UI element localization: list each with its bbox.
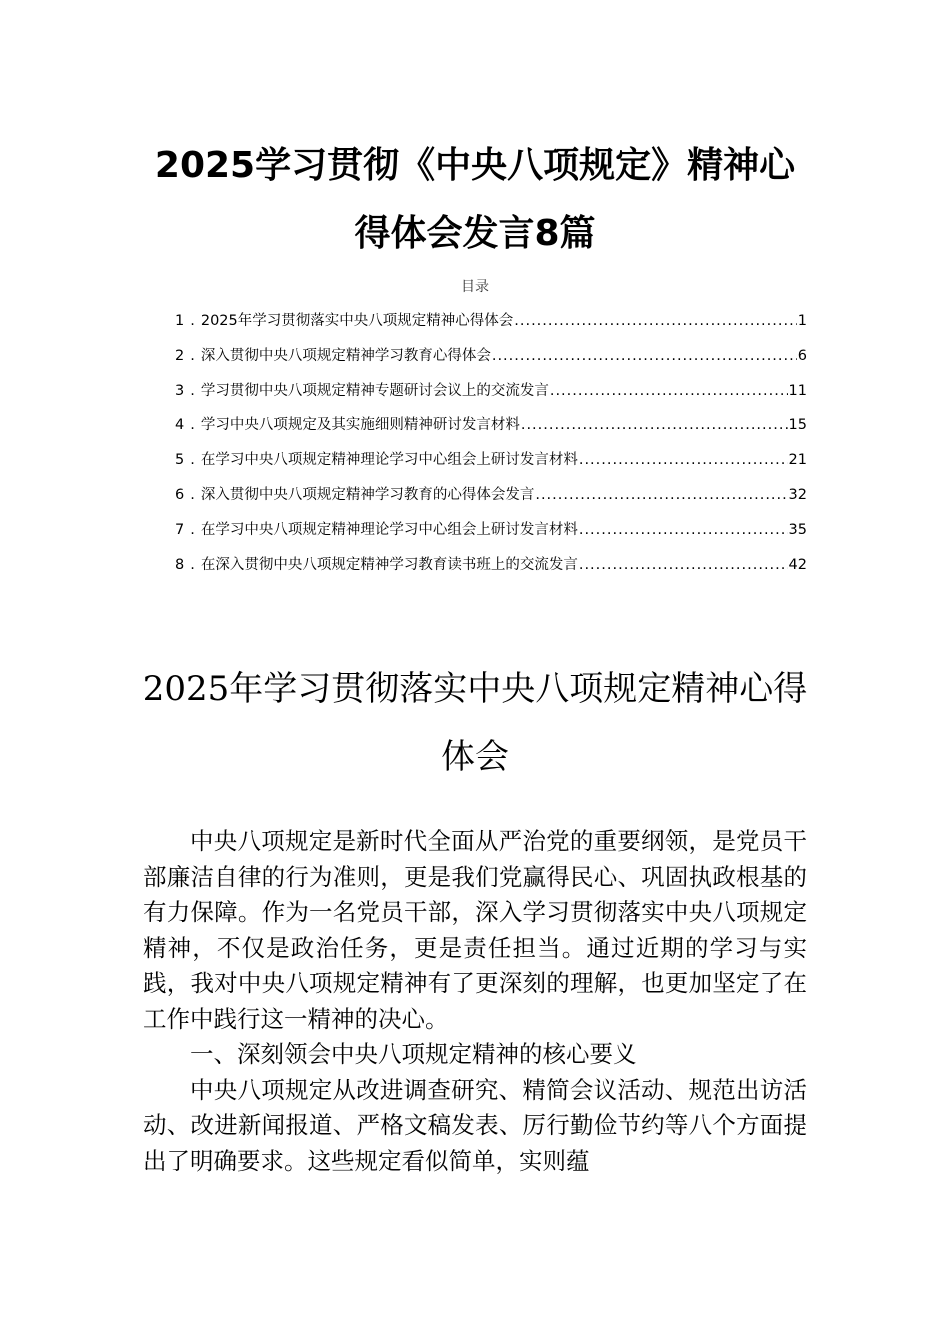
- toc-item-separator: .: [190, 556, 195, 573]
- toc-item-page: 42: [788, 556, 807, 573]
- toc-item-page: 6: [797, 347, 807, 364]
- toc-item[interactable]: [175, 483, 807, 518]
- toc-item-separator: .: [190, 382, 195, 399]
- toc-item-number: 7: [175, 521, 185, 538]
- toc-item-page: 32: [788, 486, 807, 503]
- toc-leader-dots: [535, 483, 787, 507]
- toc-item-text: 2025年学习贯彻落实中央八项规定精神心得体会: [200, 313, 514, 329]
- toc-item-separator: .: [190, 313, 195, 329]
- toc-item[interactable]: [175, 413, 807, 448]
- toc-item-text: 学习贯彻中央八项规定精神专题研讨会议上的交流发言: [200, 382, 549, 399]
- document-title: 2025学习贯彻《中央八项规定》精神心得体会发言8篇: [154, 145, 796, 254]
- toc-item-text: 深入贯彻中央八项规定精神学习教育心得体会: [200, 347, 491, 364]
- toc-item-number: 1: [175, 313, 185, 329]
- section-title: 2025年学习贯彻落实中央八项规定精神心得体会: [142, 669, 808, 777]
- toc-item-text: 在学习中央八项规定精神理论学习中心组会上研讨发言材料: [200, 452, 578, 469]
- toc-item-number: 5: [175, 452, 185, 469]
- toc-leader-dots: [579, 448, 788, 472]
- table-of-contents: [175, 309, 807, 587]
- toc-item-text: 学习中央八项规定及其实施细则精神研讨发言材料: [200, 417, 520, 434]
- toc-leader-dots: [579, 518, 788, 542]
- section-body: [143, 824, 807, 1179]
- toc-item-number: 2: [175, 347, 185, 364]
- subsection-heading: 一、深刻领会中央八项规定精神的核心要义: [190, 1040, 637, 1068]
- toc-item-number: 8: [175, 556, 185, 573]
- toc-item-separator: .: [190, 486, 195, 503]
- toc-item-separator: .: [190, 521, 195, 538]
- toc-leader-dots: [492, 344, 797, 368]
- toc-item-number: 3: [175, 382, 185, 399]
- toc-heading: 目录: [461, 279, 489, 295]
- toc-item[interactable]: [175, 448, 807, 483]
- toc-item-page: 1: [797, 313, 807, 329]
- toc-item-page: 35: [788, 521, 807, 538]
- toc-leader-dots: [521, 413, 788, 437]
- toc-item[interactable]: [175, 344, 807, 379]
- toc-item-number: 4: [175, 417, 185, 434]
- toc-item[interactable]: [175, 553, 807, 588]
- body-paragraph: 中央八项规定从改进调查研究、精简会议活动、规范出访活动、改进新闻报道、严格文稿发表、厉行勤俭节约等八个方面提出了明确要求。这些规定看似简单，实则蕴: [143, 1075, 807, 1175]
- toc-item-separator: .: [190, 417, 195, 434]
- toc-item-page: 11: [788, 382, 807, 399]
- toc-leader-dots: [550, 379, 788, 403]
- toc-item-page: 15: [788, 417, 807, 434]
- toc-item[interactable]: [175, 379, 807, 414]
- body-paragraph: 中央八项规定是新时代全面从严治党的重要纲领，是党员干部廉洁自律的行为准则，更是我们党赢得民心、巩固执政根基的有力保障。作为一名党员干部，深入学习贯彻落实中央八项规定精神，不仅是政治任务，更是责任担当。通过近期的学习与实践，我对中央八项规定精神有了更深刻的理解，也更加坚定了在工作中践行这一精神的决心。: [143, 827, 807, 1033]
- toc-item[interactable]: [175, 309, 807, 344]
- toc-item-number: 6: [175, 486, 185, 503]
- toc-leader-dots: [579, 553, 788, 577]
- toc-item-separator: .: [190, 347, 195, 364]
- toc-item[interactable]: [175, 518, 807, 553]
- toc-item-text: 在深入贯彻中央八项规定精神学习教育读书班上的交流发言: [200, 556, 578, 573]
- toc-item-text: 在学习中央八项规定精神理论学习中心组会上研讨发言材料: [200, 521, 578, 538]
- toc-item-page: 21: [788, 452, 807, 469]
- toc-item-separator: .: [190, 452, 195, 469]
- toc-item-text: 深入贯彻中央八项规定精神学习教育的心得体会发言: [200, 486, 535, 503]
- toc-leader-dots: [514, 309, 797, 333]
